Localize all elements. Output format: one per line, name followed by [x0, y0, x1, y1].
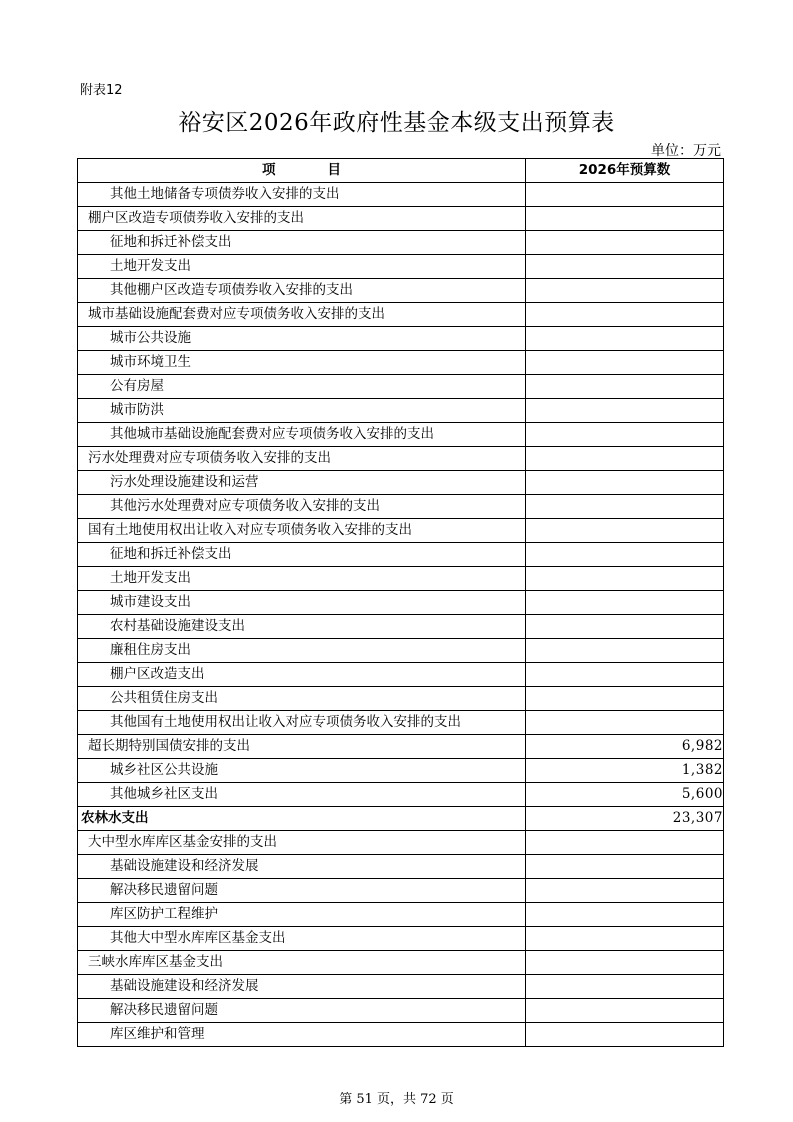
row-label: 其他国有土地使用权出让收入对应专项债务收入安排的支出 — [78, 711, 526, 735]
row-label: 公共租赁住房支出 — [78, 687, 526, 711]
row-value — [526, 711, 724, 735]
row-label: 库区防护工程维护 — [78, 903, 526, 927]
table-row — [78, 663, 724, 687]
table-row — [78, 255, 724, 279]
row-value — [526, 999, 724, 1023]
row-value — [526, 567, 724, 591]
row-value — [526, 183, 724, 207]
row-value — [526, 591, 724, 615]
table-row — [78, 927, 724, 951]
table-row — [78, 231, 724, 255]
row-label: 农村基础设施建设支出 — [78, 615, 526, 639]
row-label: 基础设施建设和经济发展 — [78, 855, 526, 879]
row-value — [526, 495, 724, 519]
row-value — [526, 903, 724, 927]
table-row — [78, 999, 724, 1023]
header-item-b: 目 — [327, 162, 341, 178]
table-row — [78, 783, 724, 807]
row-label: 解决移民遗留问题 — [78, 999, 526, 1023]
row-label: 城市环境卫生 — [78, 351, 526, 375]
row-label: 超长期特别国债安排的支出 — [78, 735, 526, 759]
row-label: 其他大中型水库库区基金支出 — [78, 927, 526, 951]
table-row — [78, 807, 724, 831]
row-value — [526, 519, 724, 543]
table-row — [78, 183, 724, 207]
row-label: 廉租住房支出 — [78, 639, 526, 663]
row-value — [526, 279, 724, 303]
row-label: 农林水支出 — [78, 807, 526, 831]
table-row — [78, 303, 724, 327]
unit-label: 单位：万元 — [651, 143, 721, 159]
table-row — [78, 471, 724, 495]
row-label: 城乡社区公共设施 — [78, 759, 526, 783]
row-value — [526, 447, 724, 471]
table-row — [78, 399, 724, 423]
table-row — [78, 615, 724, 639]
row-label: 征地和拆迁补偿支出 — [78, 543, 526, 567]
row-label: 公有房屋 — [78, 375, 526, 399]
row-value — [526, 543, 724, 567]
table-row — [78, 975, 724, 999]
row-label: 其他土地储备专项债券收入安排的支出 — [78, 183, 526, 207]
table-row — [78, 879, 724, 903]
row-label: 三峡水库库区基金支出 — [78, 951, 526, 975]
row-value — [526, 423, 724, 447]
table-row — [78, 543, 724, 567]
row-value — [526, 663, 724, 687]
table-row — [78, 903, 724, 927]
row-label: 基础设施建设和经济发展 — [78, 975, 526, 999]
table-row — [78, 687, 724, 711]
annex-label: 附表12 — [80, 83, 123, 98]
table-row — [78, 591, 724, 615]
row-label: 国有土地使用权出让收入对应专项债务收入安排的支出 — [78, 519, 526, 543]
table-row — [78, 759, 724, 783]
row-value — [526, 399, 724, 423]
row-label: 城市建设支出 — [78, 591, 526, 615]
table-row — [78, 735, 724, 759]
row-value — [526, 231, 724, 255]
row-value — [526, 831, 724, 855]
row-label: 棚户区改造支出 — [78, 663, 526, 687]
row-label: 其他城市基础设施配套费对应专项债务收入安排的支出 — [78, 423, 526, 447]
table-row — [78, 495, 724, 519]
row-value: 23,307 — [526, 807, 724, 831]
table-row — [78, 351, 724, 375]
table-row — [78, 951, 724, 975]
row-value — [526, 879, 724, 903]
row-value — [526, 975, 724, 999]
header-item — [78, 159, 526, 183]
table-row — [78, 711, 724, 735]
row-value — [526, 1023, 724, 1047]
row-value — [526, 207, 724, 231]
row-label: 土地开发支出 — [78, 567, 526, 591]
table-row — [78, 375, 724, 399]
table-row — [78, 207, 724, 231]
row-label: 棚户区改造专项债券收入安排的支出 — [78, 207, 526, 231]
row-value — [526, 375, 724, 399]
row-value — [526, 471, 724, 495]
row-label: 城市公共设施 — [78, 327, 526, 351]
row-label: 库区维护和管理 — [78, 1023, 526, 1047]
row-value — [526, 351, 724, 375]
row-value — [526, 327, 724, 351]
header-budget: 2026年预算数 — [526, 159, 724, 183]
row-label: 土地开发支出 — [78, 255, 526, 279]
budget-table — [77, 158, 724, 1047]
row-value — [526, 615, 724, 639]
header-item-a: 项 — [262, 162, 276, 178]
row-value — [526, 639, 724, 663]
page-footer: 第 51 页，共 72 页 — [339, 1092, 454, 1107]
table-row — [78, 279, 724, 303]
row-label: 其他城乡社区支出 — [78, 783, 526, 807]
row-label: 污水处理设施建设和运营 — [78, 471, 526, 495]
page-title: 裕安区2026年政府性基金本级支出预算表 — [178, 110, 615, 136]
row-value — [526, 687, 724, 711]
table-row — [78, 327, 724, 351]
row-value: 5,600 — [526, 783, 724, 807]
row-label: 污水处理费对应专项债务收入安排的支出 — [78, 447, 526, 471]
table-row — [78, 1023, 724, 1047]
row-label: 城市防洪 — [78, 399, 526, 423]
row-label: 其他污水处理费对应专项债务收入安排的支出 — [78, 495, 526, 519]
table-header-row — [78, 159, 724, 183]
row-label: 其他棚户区改造专项债券收入安排的支出 — [78, 279, 526, 303]
row-value — [526, 255, 724, 279]
table-row — [78, 639, 724, 663]
row-value — [526, 951, 724, 975]
table-row — [78, 855, 724, 879]
row-label: 征地和拆迁补偿支出 — [78, 231, 526, 255]
row-label: 大中型水库库区基金安排的支出 — [78, 831, 526, 855]
row-label: 城市基础设施配套费对应专项债务收入安排的支出 — [78, 303, 526, 327]
row-value: 1,382 — [526, 759, 724, 783]
table-row — [78, 447, 724, 471]
table-row — [78, 831, 724, 855]
row-value: 6,982 — [526, 735, 724, 759]
row-value — [526, 303, 724, 327]
row-label: 解决移民遗留问题 — [78, 879, 526, 903]
table-body — [78, 183, 724, 1047]
table-row — [78, 519, 724, 543]
row-value — [526, 855, 724, 879]
table-row — [78, 567, 724, 591]
table-row — [78, 423, 724, 447]
row-value — [526, 927, 724, 951]
